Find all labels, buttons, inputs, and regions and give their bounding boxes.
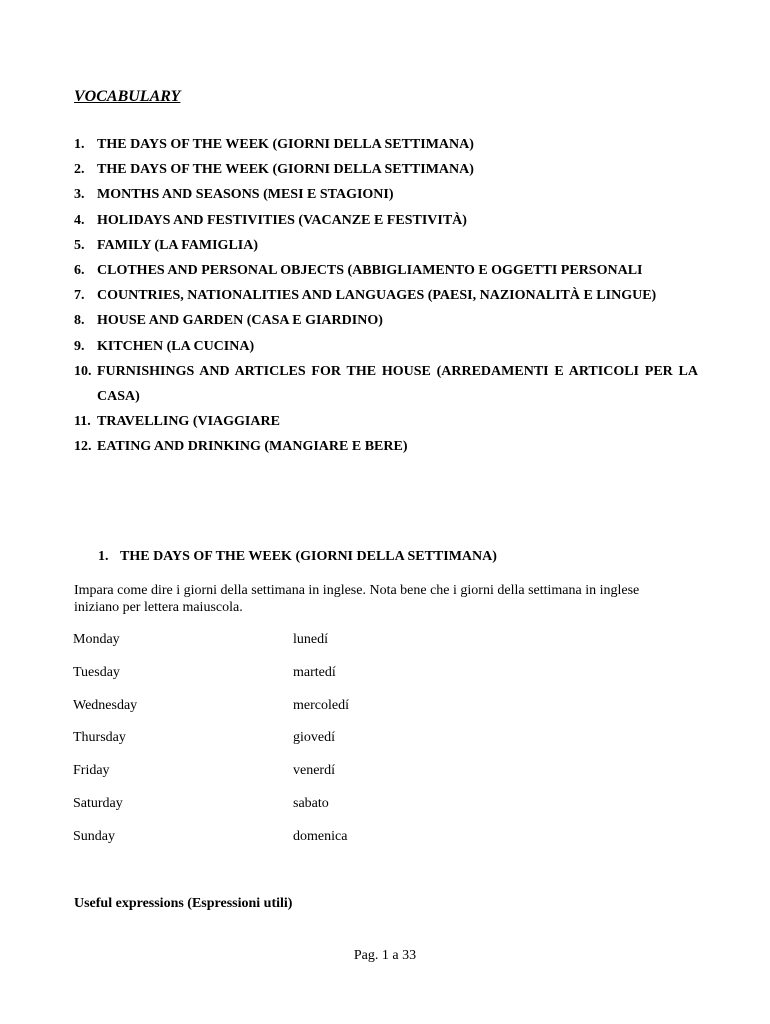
toc-item-text: COUNTRIES, NATIONALITIES AND LANGUAGES (PAESI, NAZIONALITÀ E LINGUE) bbox=[97, 288, 657, 304]
toc-item-text: MONTHS AND SEASONS (MESI E STAGIONI) bbox=[97, 187, 394, 203]
page-number-footer: Pag. 1 a 33 bbox=[353, 948, 417, 963]
toc-item-number: 1. bbox=[74, 137, 85, 152]
toc-item-number: 2. bbox=[74, 162, 85, 178]
day-english: Sunday bbox=[73, 828, 115, 844]
toc-item-number: 11. bbox=[74, 414, 91, 430]
section-intro: Impara come dire i giorni della settimana in inglese. Nota bene che i giorni della settimana in inglese iniziano per lettera maiuscola. bbox=[74, 583, 640, 615]
day-english: Saturday bbox=[73, 795, 123, 811]
day-italian: mercoledí bbox=[293, 697, 349, 713]
toc-item-text: FURNISHINGS AND ARTICLES FOR THE HOUSE (ARREDAMENTI E ARTICOLI PER LA CASA) bbox=[97, 363, 698, 405]
toc-item-number: 12. bbox=[74, 439, 92, 455]
toc-item-text: CLOTHES AND PERSONAL OBJECTS (ABBIGLIAMENTO E OGGETTI PERSONALI bbox=[97, 263, 643, 279]
day-english: Tuesday bbox=[73, 664, 120, 680]
section-title: THE DAYS OF THE WEEK (GIORNI DELLA SETTIMANA) bbox=[120, 549, 497, 564]
toc-item-text: HOLIDAYS AND FESTIVITIES (VACANZE E FESTIVITÀ) bbox=[97, 212, 467, 228]
toc-item bbox=[74, 208, 698, 233]
toc-item-text: THE DAYS OF THE WEEK (GIORNI DELLA SETTIMANA) bbox=[97, 162, 474, 178]
toc-item bbox=[74, 233, 698, 258]
section-number: 1. bbox=[98, 549, 109, 564]
toc-item bbox=[74, 359, 698, 409]
day-italian: domenica bbox=[293, 828, 348, 844]
toc-item bbox=[74, 132, 698, 157]
toc-item bbox=[74, 283, 698, 308]
toc-item-text: KITCHEN (LA CUCINA) bbox=[97, 338, 255, 354]
toc-item-number: 6. bbox=[74, 263, 85, 279]
day-italian: sabato bbox=[293, 795, 329, 811]
toc-item-number: 4. bbox=[74, 212, 85, 228]
day-italian: martedí bbox=[293, 664, 336, 680]
toc-item-number: 8. bbox=[74, 313, 85, 329]
toc-item-text: FAMILY (LA FAMIGLIA) bbox=[97, 237, 258, 253]
toc-item-number: 3. bbox=[74, 187, 85, 203]
useful-expressions-heading: Useful expressions (Espressioni utili) bbox=[74, 896, 293, 911]
day-italian: lunedí bbox=[293, 632, 328, 647]
toc-item-text: THE DAYS OF THE WEEK (GIORNI DELLA SETTIMANA) bbox=[97, 137, 474, 152]
toc-item bbox=[74, 334, 698, 359]
day-english: Monday bbox=[73, 632, 120, 647]
toc-item bbox=[74, 409, 698, 434]
section-heading bbox=[98, 547, 497, 567]
toc-item-number: 5. bbox=[74, 237, 85, 253]
day-italian: venerdí bbox=[293, 763, 335, 779]
table-of-contents bbox=[74, 132, 698, 460]
toc-item bbox=[74, 157, 698, 182]
toc-item bbox=[74, 258, 698, 283]
day-english: Wednesday bbox=[73, 697, 138, 713]
toc-item bbox=[74, 308, 698, 333]
toc-item-text: HOUSE AND GARDEN (CASA E GIARDINO) bbox=[97, 313, 383, 329]
day-english: Friday bbox=[73, 763, 110, 779]
toc-item-number: 9. bbox=[74, 338, 85, 354]
toc-item bbox=[74, 434, 698, 459]
page-title: VOCABULARY bbox=[74, 88, 181, 105]
toc-item-number: 7. bbox=[74, 288, 85, 304]
day-english: Thursday bbox=[73, 730, 126, 746]
toc-item-text: TRAVELLING (VIAGGIARE bbox=[97, 414, 280, 430]
toc-item-text: EATING AND DRINKING (MANGIARE E BERE) bbox=[97, 439, 408, 455]
day-italian: giovedí bbox=[293, 730, 335, 746]
toc-item-number: 10. bbox=[74, 363, 92, 379]
toc-item bbox=[74, 182, 698, 207]
